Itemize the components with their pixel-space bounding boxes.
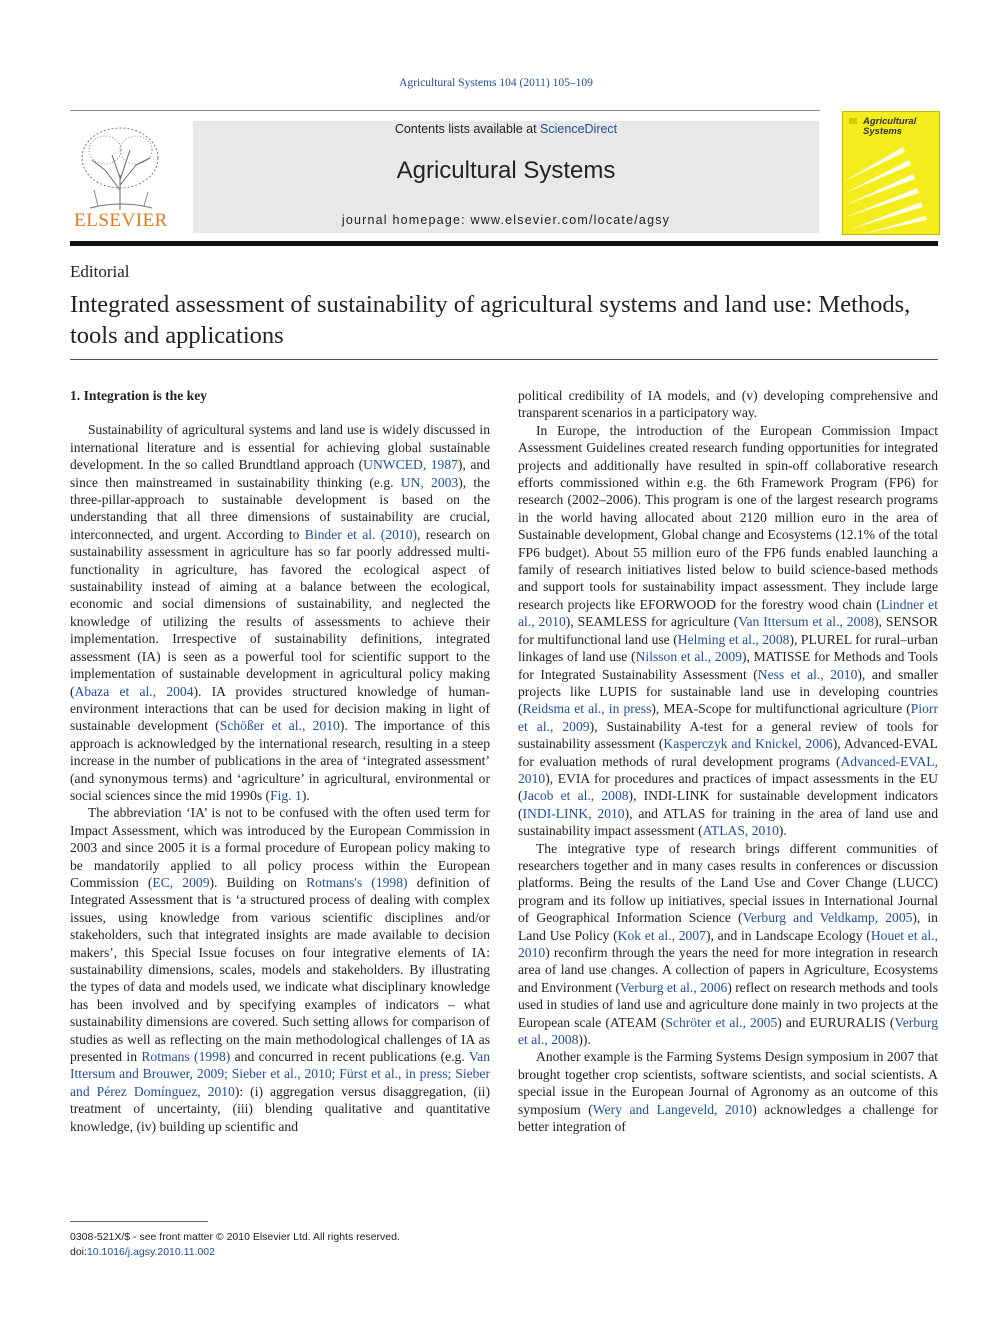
citation-link[interactable]: EC, 2009 xyxy=(152,874,210,890)
sciencedirect-link[interactable]: ScienceDirect xyxy=(540,122,618,136)
citation-link[interactable]: INDI-LINK, 2010 xyxy=(522,805,625,821)
journal-title: Agricultural Systems xyxy=(396,157,616,184)
journal-reference[interactable]: Agricultural Systems 104 (2011) 105–109 xyxy=(399,77,593,89)
citation-link[interactable]: UNWCED, 1987 xyxy=(363,457,458,473)
citation-link[interactable]: Kasperczyk and Knickel, 2006 xyxy=(663,736,833,752)
doi-line: doi:10.1016/j.agsy.2010.11.002 xyxy=(70,1246,215,1258)
citation-link[interactable]: Lindner et al., 2010 xyxy=(518,596,938,630)
citation-link[interactable]: Abaza et al., 2004 xyxy=(74,683,194,699)
journal-header-box xyxy=(193,121,819,233)
citation-link[interactable]: ATLAS, 2010 xyxy=(702,823,779,839)
paragraph: The abbreviation ‘IA’ is not to be confused with the often used term for Impact Assessment, which was introduced by the European Commission in 2003 and since 2005 it is a formal procedure of European policy making to be mandatorily applied to all policy process within the European Commission (EC, 2009). Building on Rotmans's (1998) definition of Integrated Assessment that is ‘a structured process of dealing with complex issues, using knowledge from various scientific disciplines and/or stakeholders, such that integrated insights are made available to decision makers’, this Special Issue focuses on four integrative elements of IA: sustainability dimensions, scales, models and stakeholders. By illustrating the types of data and models used, we indicate what disciplinary knowledge has been involved and by specifying examples of indicators – what sustainability dimensions are covered. Such setting allows for comparison of studies as well as reflecting on the main methodological challenges of IA as presented in Rotmans (1998) and concurred in recent publications (e.g. Van Ittersum and Brouwer, 2009; Sieber et al., 2010; Fürst et al., in press; Sieber and Pérez Domínguez, 2010): (i) aggregation versus disaggregation, (ii) treatment of uncertainty, (iii) blending qualitative and quantitative knowledge, (iv) building up scientific and xyxy=(70,805,491,1134)
publisher-logo-text: ELSEVIER xyxy=(74,210,168,231)
journal-cover-thumbnail xyxy=(842,111,940,235)
copyright-line: 0308-521X/$ - see front matter © 2010 Elsevier Ltd. All rights reserved. xyxy=(70,1231,400,1243)
citation-link[interactable]: Reidsma et al., in press xyxy=(522,701,652,717)
citation-link[interactable]: Verburg et al., 2008 xyxy=(518,1014,938,1048)
paragraph: political credibility of IA models, and (v) developing comprehensive and transparent scenarios in a participatory way. xyxy=(518,388,938,421)
citation-link[interactable]: Houet et al., 2010 xyxy=(518,927,938,960)
paragraph: Another example is the Farming Systems Design symposium in 2007 that brought together crop scientists, software scientists, and social scientists. A special issue in the European Journal of Agronomy as an outcome of this symposium (Wery and Langeveld, 2010) acknowledges a challenge for better integration of xyxy=(518,1049,938,1135)
citation-link[interactable]: Verburg et al., 2006 xyxy=(619,979,728,995)
title-divider xyxy=(70,359,938,360)
citation-link[interactable]: Van Ittersum et al., 2008 xyxy=(738,614,874,630)
section-heading: 1. Integration is the key xyxy=(70,388,208,403)
citation-link[interactable]: UN, 2003 xyxy=(400,474,459,490)
citation-link[interactable]: Ness et al., 2010 xyxy=(757,666,858,682)
doi-link[interactable]: 10.1016/j.agsy.2010.11.002 xyxy=(86,1246,215,1258)
citation-link[interactable]: Wery and Langeveld, 2010 xyxy=(592,1101,753,1117)
citation-link[interactable]: Nilsson et al., 2009 xyxy=(635,649,742,665)
citation-link[interactable]: Schößer et al., 2010 xyxy=(219,718,340,734)
citation-link[interactable]: Van Ittersum and Brouwer, 2009; Sieber et al., 2010; Fürst et al., in press; Sieber and Pérez Domínguez, 2010 xyxy=(70,1049,490,1099)
paragraph: In Europe, the introduction of the European Commission Impact Assessment Guidelines created research funding opportunities for integrated projects and additionally have resulted in spin-off collaborative research efforts commissioned within e.g. the 6th Framework Program (FP6) for research (2002–2006). This program is one of the largest research programs in the world having allocated about 2120 million euro in the area of Sustainable development, Global change and Ecosystems (12.1% of the total FP6 budget). About 55 million euro of the FP6 funds enabled launching a family of research initiatives listed below to build science-based methods and support tools for sustainability impact assessment. They include large research projects like EFORWOOD for the forestry wood chain (Lindner et al., 2010), SEAMLESS for agriculture (Van Ittersum et al., 2008), SENSOR for multifunctional land use (Helming et al., 2008), PLUREL for rural–urban linkages of land use (Nilsson et al., 2009), MATISSE for Methods and Tools for Integrated Sustainability Assessment (Ness et al., 2010), and smaller projects like LUPIS for sustainable land use in developing countries (Reidsma et al., in press), MEA-Scope for multifunctional agriculture (Piorr et al., 2009), Sustainability A-test for a general review of tools for sustainability assessment (Kasperczyk and Knickel, 2006), Advanced-EVAL for evaluation methods of rural development programs (Advanced-EVAL, 2010), EVIA for procedures and practices of impact assessments in the EU (Jacob et al., 2008), INDI-LINK for sustainable development indicators (INDI-LINK, 2010), and ATLAS for training in the area of land use and sustainability impact assessment (ATLAS, 2010). xyxy=(518,422,939,839)
citation-link[interactable]: Kok et al., 2007 xyxy=(617,927,706,943)
column-right xyxy=(518,387,938,1135)
article-type: Editorial xyxy=(70,262,130,281)
citation-link[interactable]: Helming et al., 2008 xyxy=(677,631,790,647)
footer xyxy=(70,1230,400,1260)
footer-divider xyxy=(70,1221,208,1222)
citation-link[interactable]: Piorr et al., 2009 xyxy=(518,701,938,734)
column-left xyxy=(70,387,490,1135)
contents-line: Contents lists available at ScienceDirect xyxy=(394,122,618,136)
journal-homepage[interactable]: journal homepage: www.elsevier.com/locate/agsy xyxy=(341,213,671,227)
citation-link[interactable]: Schröter et al., 2005 xyxy=(665,1014,778,1030)
citation-link[interactable]: Jacob et al., 2008 xyxy=(522,788,629,804)
paragraph: The integrative type of research brings different communities of researchers together and in many cases results in conferences or discussion platforms. Being the results of the Land Use and Cover Change (LUCC) program and its follow up initiatives, special issues in International Journal of Geographical Information Science (Verburg and Veldkamp, 2005), in Land Use Policy (Kok et al., 2007), and in Landscape Ecology (Houet et al., 2010) reconfirm through the years the need for more integration in research area of land use changes. A collection of papers in Agriculture, Ecosystems and Environment (Verburg et al., 2006) reflect on research methods and tools used in studies of land use and agriculture done mainly in two projects at the European scale (ATEAM (Schröter et al., 2005) and EURURALIS (Verburg et al., 2008)). xyxy=(518,840,939,1048)
citation-link[interactable]: Verburg and Veldkamp, 2005 xyxy=(742,910,913,926)
article-title: Integrated assessment of sustainability of agricultural systems and land use: Methods, tools and applications xyxy=(70,291,911,349)
citation-link[interactable]: Advanced-EVAL, 2010 xyxy=(518,753,938,786)
citation-link[interactable]: Rotmans (1998) xyxy=(141,1049,231,1065)
cover-title: Agricultural Systems xyxy=(863,116,917,137)
header-thick-rule xyxy=(70,241,938,246)
figure-link[interactable]: Fig. 1 xyxy=(270,787,302,803)
paragraph: Sustainability of agricultural systems and land use is widely discussed in international literature and is essential for achieving global sustainable development. In the so called Brundtland approach (UNWCED, 1987), and since then mainstreamed in sustainability thinking (e.g. UN, 2003), the three-pillar-approach to sustainable development is based on the understanding that all three dimensions of sustainability are crucial, interconnected, and urgent. According to Binder et al. (2010), research on sustainability assessment in agriculture has so far poorly addressed multi-functionality in agriculture, has favored the ecological aspect of sustainability instead of aiming at a balance between the ecological, economic and social dimensions of sustainability, and neglected the knowledge of utilizing the results of assessments to achieve their implementation. Irrespective of sustainability definitions, integrated assessment (IA) is seen as a powerful tool for scientific support to the implementation of sustainable development in agricultural policy making (Abaza et al., 2004). IA provides structured knowledge of human-environment interactions that can be used for decision making in light of sustainable development (Schößer et al., 2010). The importance of this approach is acknowledged by the international research, resulting in a steep increase in the number of publications in the area of ‘integrated assessment’ (and synonymous terms) and ‘agriculture’ in agricultural, environmental or social sciences since the mid 1990s (Fig. 1). xyxy=(70,422,491,803)
header-divider xyxy=(70,110,820,111)
citation-link[interactable]: Rotmans's (1998) xyxy=(306,874,408,890)
citation-link[interactable]: Binder et al. (2010) xyxy=(304,526,418,542)
